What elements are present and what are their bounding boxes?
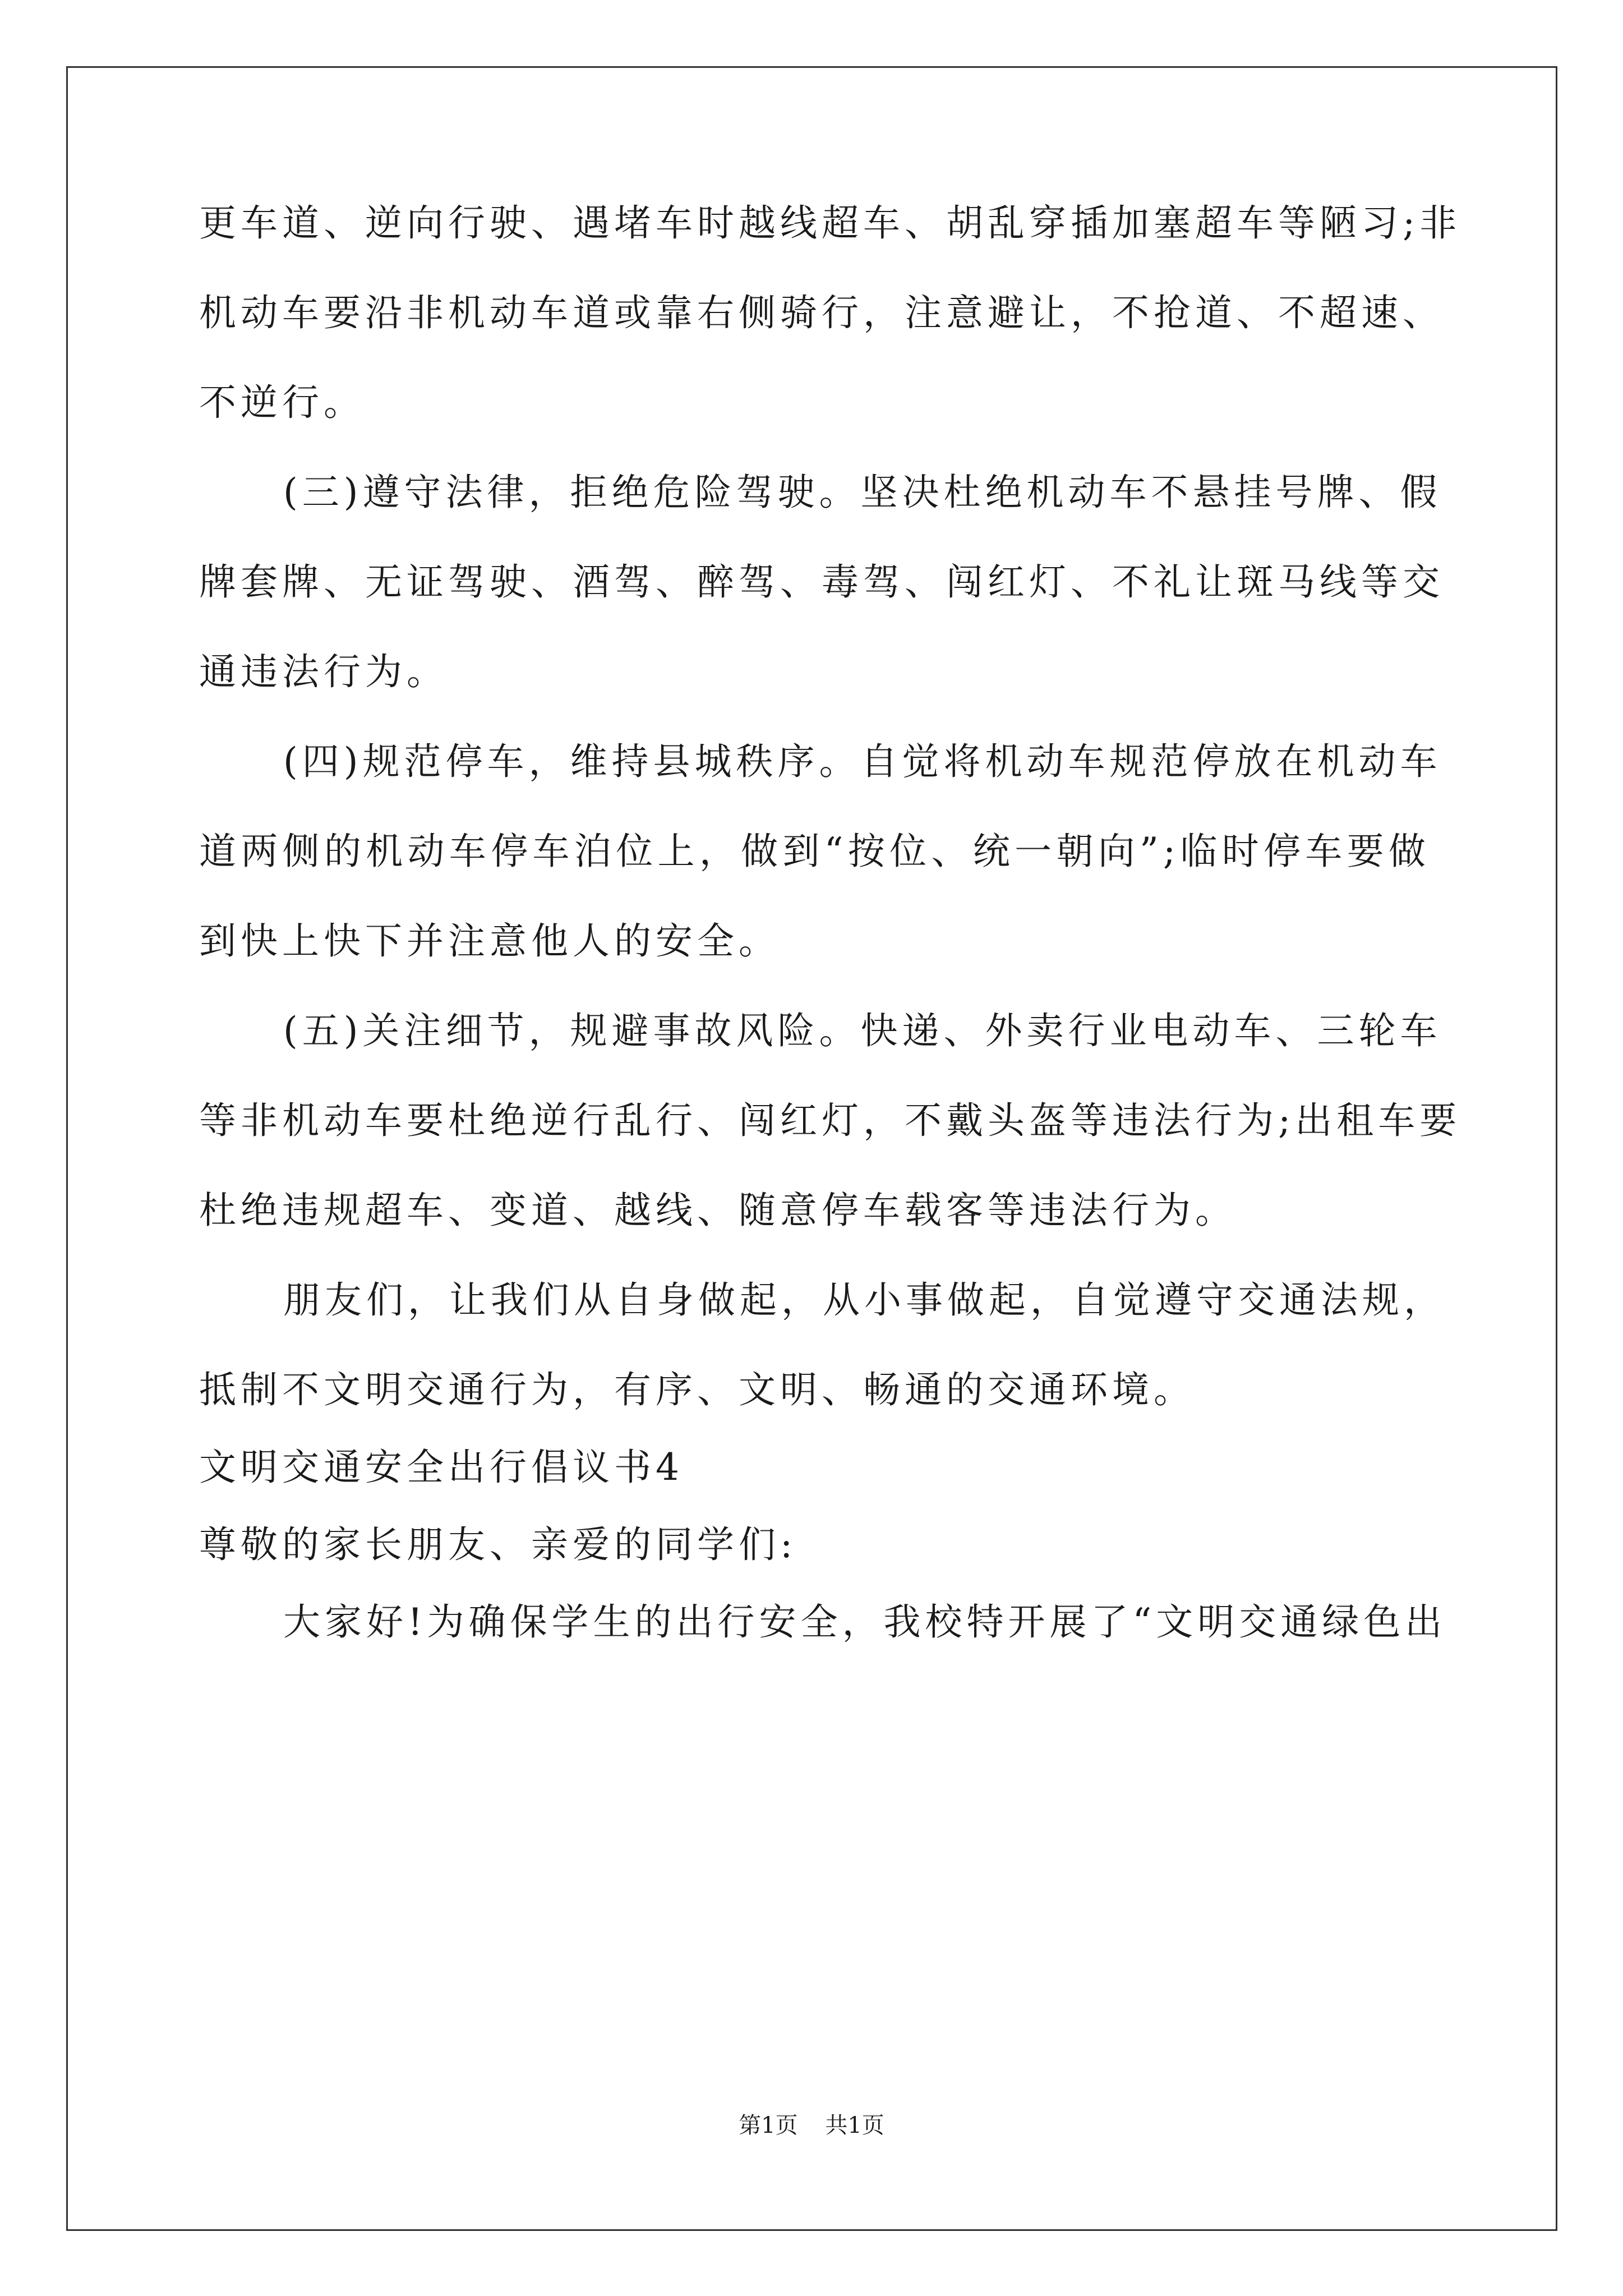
text-line: 抵制不文明交通行为，有序、文明、畅通的交通环境。 [199,1368,1195,1411]
document-body [199,201,1461,1691]
text-line: 机动车要沿非机动车道或靠右侧骑行，注意避让，不抢道、不超速、 [199,291,1444,334]
paragraph-start-line: 朋友们，让我们从自身做起，从小事做起，自觉遵守交通法规， [283,1278,1445,1322]
text-line: 牌套牌、无证驾驶、酒驾、醉驾、毒驾、闯红灯、不礼让斑马线等交 [199,560,1444,604]
text-line: 到快上快下并注意他人的安全。 [199,919,780,963]
page-footer [0,2113,1623,2138]
paragraph-start-line: (四)规范停车，维持县城秩序。自觉将机动车规范停放在机动车 [283,740,1442,783]
page-number: 第1页 [739,2113,798,2138]
text-line: 通违法行为。 [199,650,448,693]
paragraph-start-line: (三)遵守法律，拒绝危险驾驶。坚决杜绝机动车不悬挂号牌、假 [283,471,1442,514]
text-line: 等非机动车要杜绝逆行乱行、闯红灯，不戴头盔等违法行为;出租车要 [199,1099,1461,1142]
section-heading: 文明交通安全出行倡议书4 [199,1446,684,1489]
salutation-line: 尊敬的家长朋友、亲爱的同学们: [199,1523,797,1566]
paragraph-start-line: (五)关注细节，规避事故风险。快递、外卖行业电动车、三轮车 [283,1009,1442,1052]
text-line: 不逆行。 [199,381,365,424]
text-line: 杜绝违规超车、变道、越线、随意停车载客等违法行为。 [199,1189,1237,1232]
page-total: 共1页 [825,2113,884,2138]
text-line: 道两侧的机动车停车泊位上，做到“按位、统一朝向”;临时停车要做 [199,830,1430,873]
paragraph-start-line: 大家好!为确保学生的出行安全，我校特开展了“文明交通绿色出 [283,1600,1447,1644]
text-line: 更车道、逆向行驶、遇堵车时越线超车、胡乱穿插加塞超车等陋习;非 [199,201,1461,245]
